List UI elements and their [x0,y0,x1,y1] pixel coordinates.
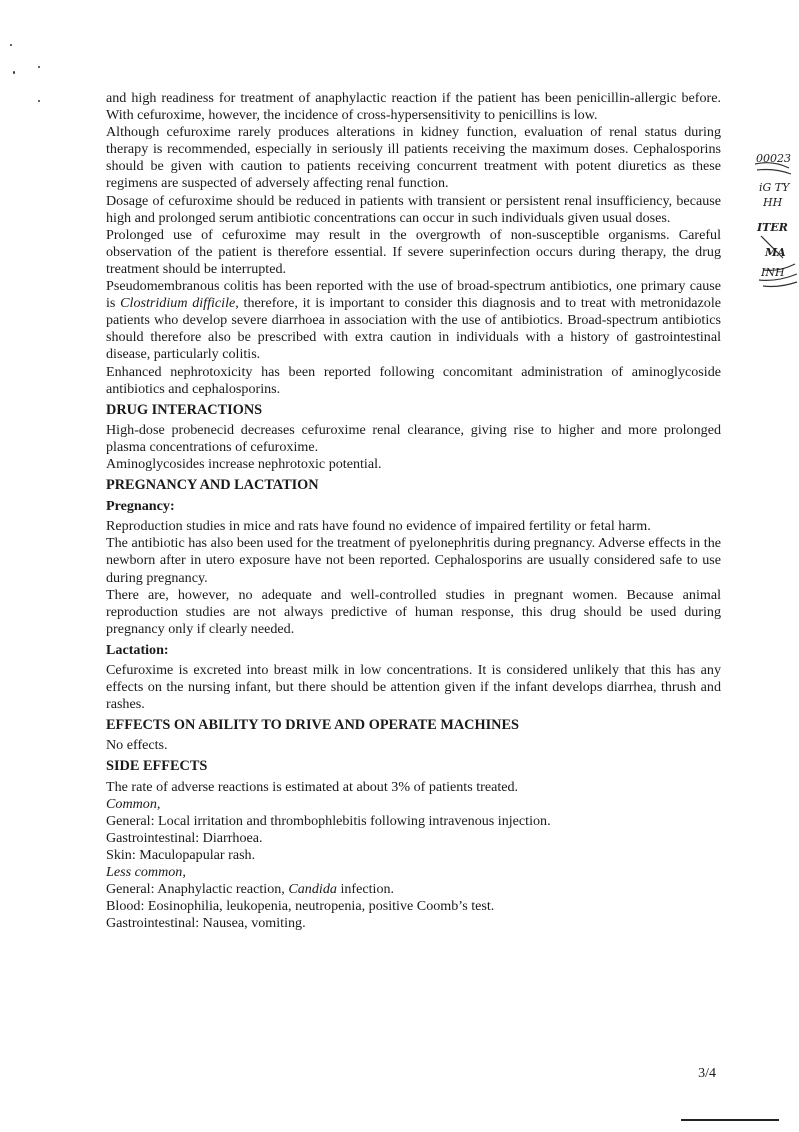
paragraph: Aminoglycosides increase nephrotoxic potential. [106,455,382,472]
section-heading: DRUG INTERACTIONS [106,401,263,418]
stamp-text-3: HH [763,196,783,209]
scan-speck [10,44,12,46]
stamp-mark [753,140,799,300]
paragraph: Cefuroxime is excreted into breast milk in low concentrations. It is considered unlikely that this has any effects on the nursing infant, but there should be attention given if the infant develops diarrhea, thrush and rashes. [106,662,721,713]
section-heading: EFFECTS ON ABILITY TO DRIVE AND OPERATE MACHINES [106,717,519,734]
paragraph: High-dose probenecid decreases cefuroxime renal clearance, giving rise to higher and more prolonged plasma concentrations of cefuroxime. [106,421,721,455]
scan-speck [13,71,15,74]
paragraph [106,881,721,898]
scan-speck [38,100,40,102]
stamp-graphic [753,140,799,300]
stamp-text-4: ITER [757,221,788,234]
section-heading: SIDE EFFECTS [106,758,208,775]
paragraph: There are, however, no adequate and well-controlled studies in pregnant women. Because animal reproduction studies are not always predictive of human response, this drug should be used during pregnancy only if clearly needed. [106,586,721,637]
frequency-label: Less common, [106,864,186,881]
paragraph-text: Pseudomembranous colitis has been reported with the use of broad-spectrum antibiotics, one primary cause is [106,278,721,312]
page-number: 3/4 [698,1066,716,1081]
paragraph: Although cefuroxime rarely produces alterations in kidney function, evaluation of renal status during therapy is recommended, especially in seriously ill patients receiving the maximum doses. Cephalosporins should be given with caution to patients receiving concurrent treatment with potent diuretics as these regimens are suspected of adversely affecting renal function. [106,124,721,192]
footer-rule [681,1119,779,1121]
paragraph: No effects. [106,737,168,754]
stamp-text-2: iG TY [759,181,790,194]
frequency-label: Common, [106,795,161,812]
paragraph [106,278,721,363]
paragraph: Gastrointestinal: Nausea, vomiting. [106,915,306,932]
subsection-heading: Pregnancy: [106,498,175,515]
paragraph: Enhanced nephrotoxicity has been reported following concomitant administration of aminoglycoside antibiotics and cephalosporins. [106,363,721,397]
stamp-text-6: INH [761,266,785,279]
subsection-heading: Lactation: [106,641,169,658]
scan-speck [38,66,40,68]
paragraph: Prolonged use of cefuroxime may result in the overgrowth of non-susceptible organisms. Careful observation of the patient is therefore essential. If severe superinfection occurs during therapy, the drug treatment should be interrupted. [106,226,721,277]
paragraph: Blood: Eosinophilia, leukopenia, neutropenia, positive Coomb’s test. [106,898,495,915]
paragraph: Gastrointestinal: Diarrhoea. [106,829,263,846]
document-body [106,90,721,932]
paragraph: The rate of adverse reactions is estimated at about 3% of patients treated. [106,778,519,795]
paragraph-text: infection. [336,881,395,898]
stamp-text-5: MA [765,246,786,259]
paragraph: Skin: Maculopapular rash. [106,846,256,863]
organism-name: Clostridium difficile [120,295,236,312]
paragraph: and high readiness for treatment of anaphylactic reaction if the patient has been penicillin-allergic before. With cefuroxime, however, the incidence of cross-hypersensitivity to penicillins is low. [106,90,721,124]
paragraph: The antibiotic has also been used for the treatment of pyelonephritis during pregnancy. Adverse effects in the newborn after in utero exposure have not been reported. Cephalosporins are usually considered safe to use during pregnancy. [106,535,721,586]
section-heading: PREGNANCY AND LACTATION [106,477,319,494]
paragraph: Reproduction studies in mice and rats have found no evidence of impaired fertility or fetal harm. [106,518,651,535]
paragraph: General: Local irritation and thrombophlebitis following intravenous injection. [106,812,551,829]
stamp-text-1: 00023 [756,152,791,165]
paragraph-text: General: Anaphylactic reaction, [106,881,289,898]
paragraph-text: , therefore, it is important to consider this diagnosis and to treat with metronidazole patients who develop severe diarrhoea in association with the use of antibiotics. Broad-spectrum antibiotics should therefore also be prescribed with extra caution in individuals with a history of gastrointestinal disease, particularly colitis. [106,295,721,363]
organism-name: Candida [288,881,337,898]
paragraph: Dosage of cefuroxime should be reduced in patients with transient or persistent renal insufficiency, because high and prolonged serum antibiotic concentrations can occur in such individuals given usual doses. [106,192,721,226]
